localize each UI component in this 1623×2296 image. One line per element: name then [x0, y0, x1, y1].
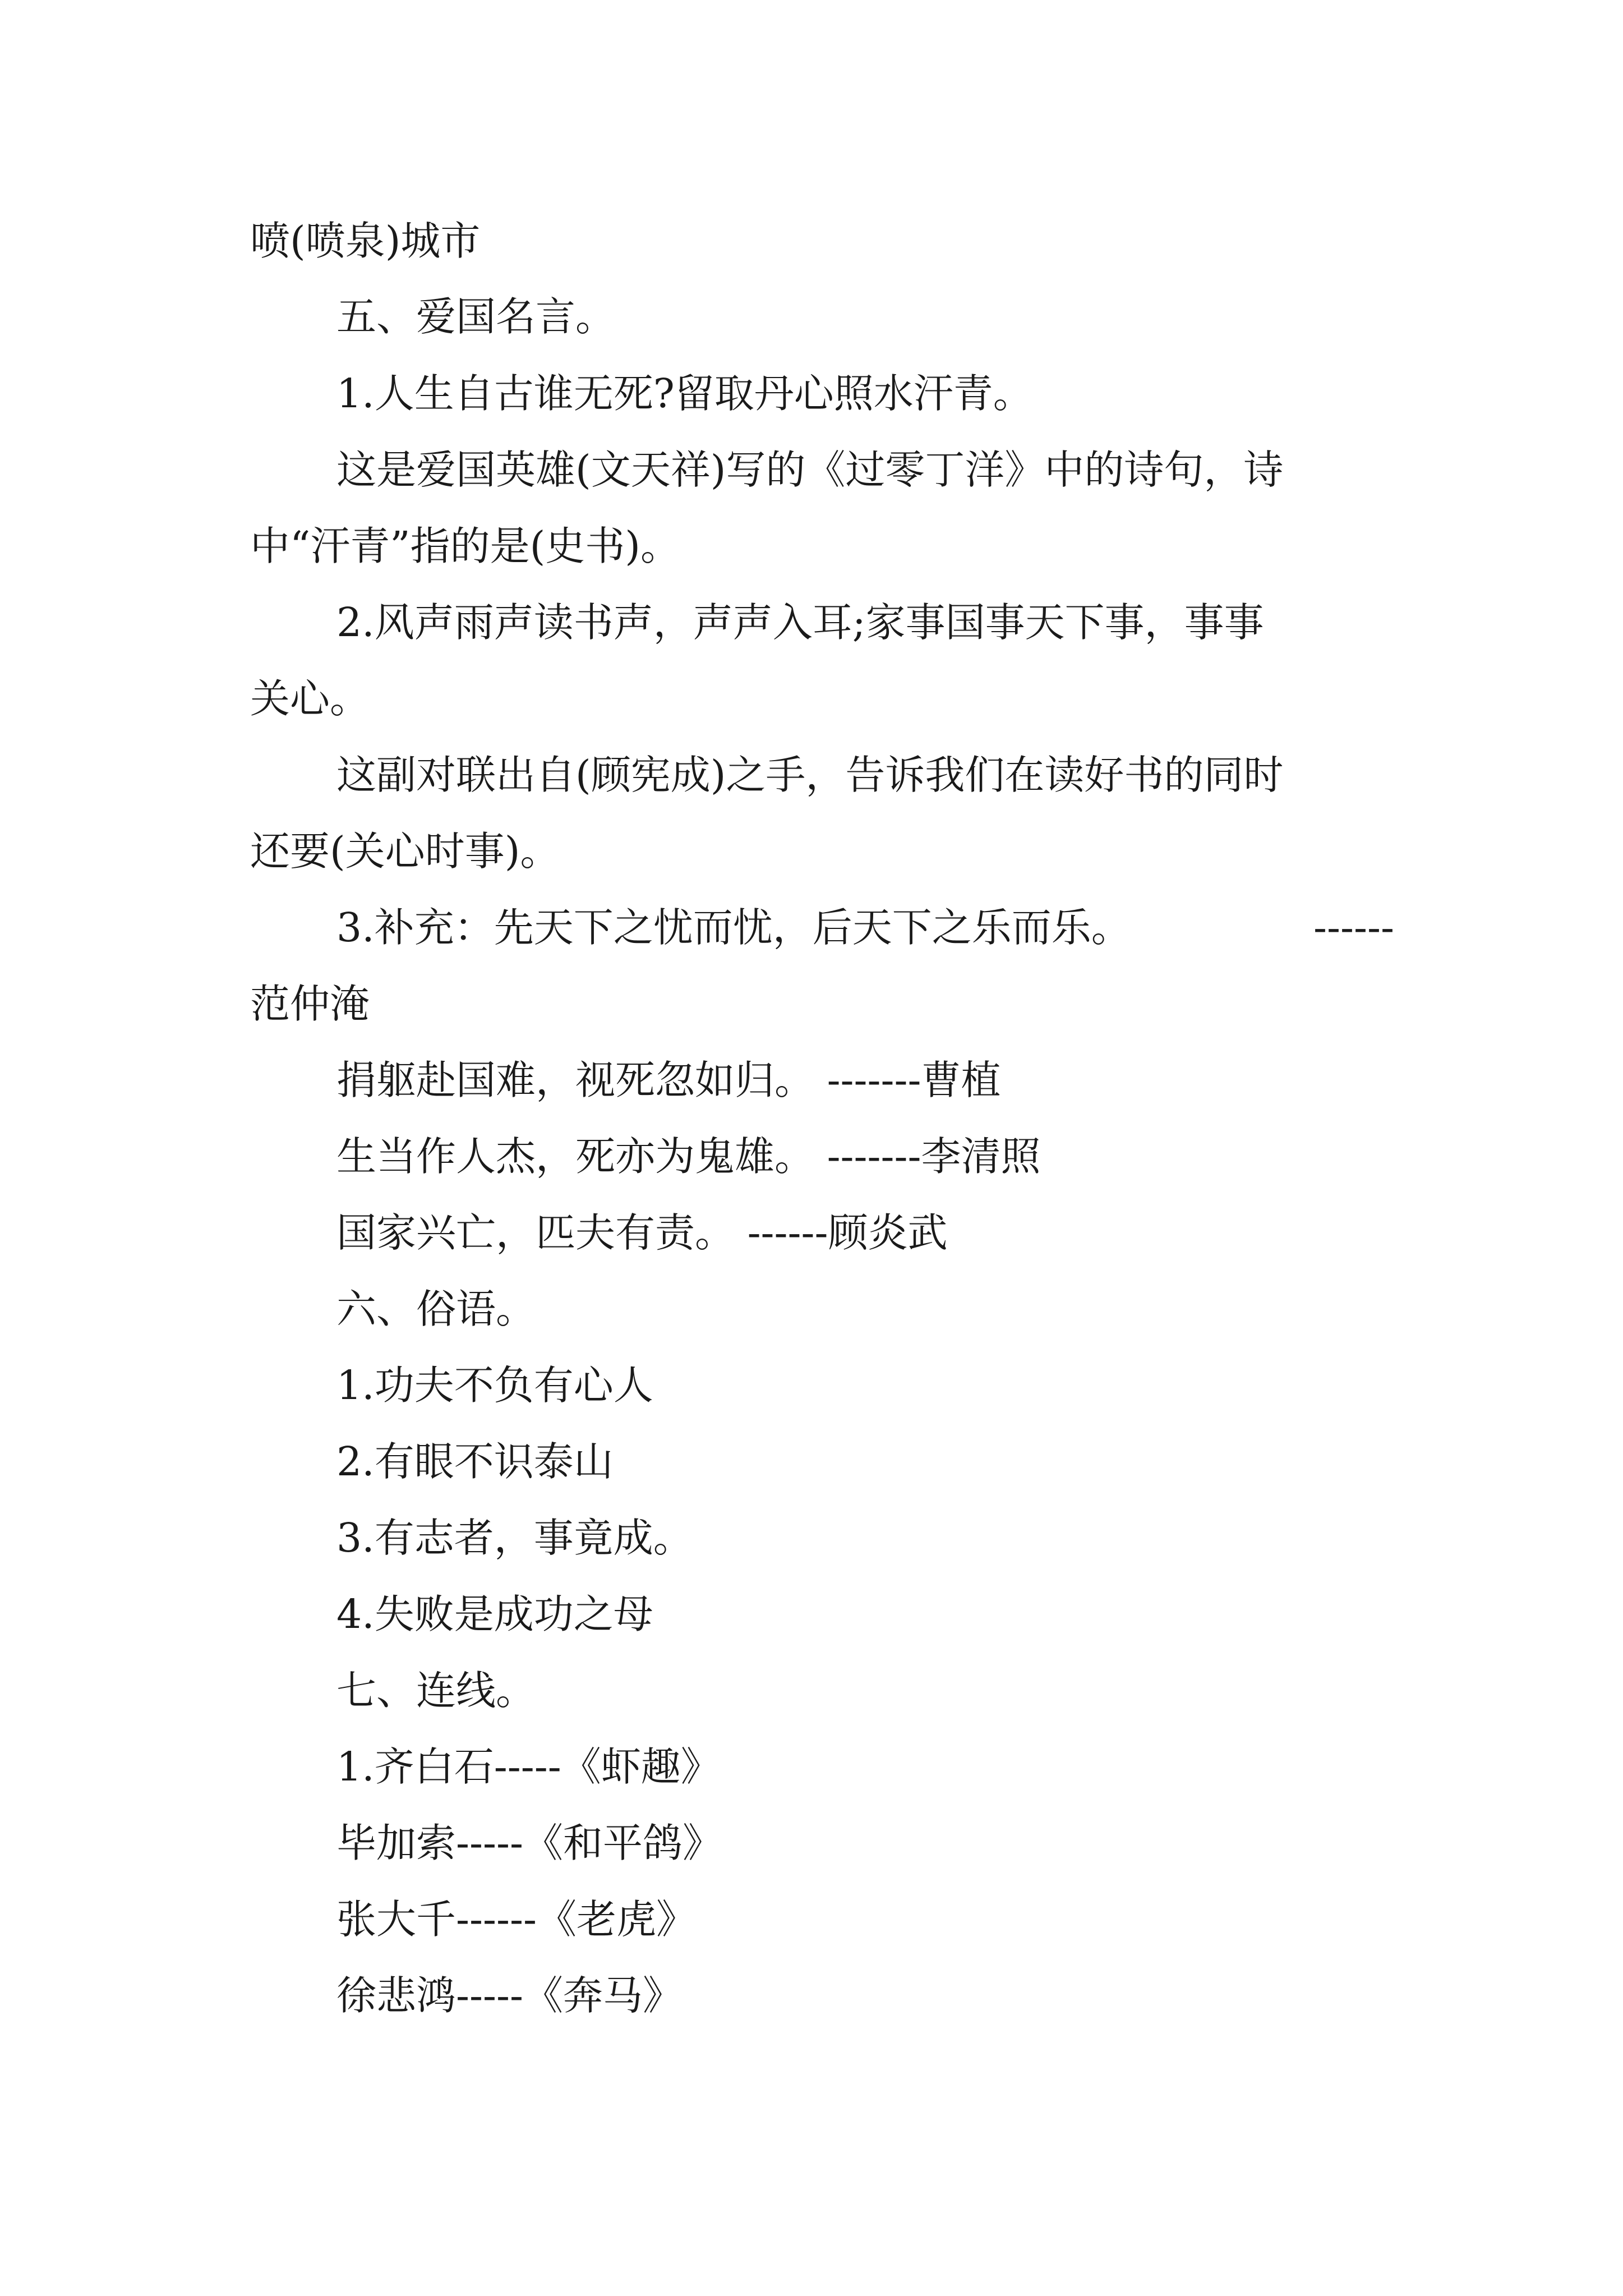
text-line: 生当作人杰，死亦为鬼雄。 -------李清照 [336, 1133, 1041, 1180]
text-line: 这副对联出自(顾宪成)之手，告诉我们在读好书的同时 [336, 752, 1284, 798]
quote-dashes: ------ [1313, 904, 1394, 951]
section-heading-proverbs: 六、俗语。 [336, 1286, 536, 1332]
list-item: 2.有眼不识泰山 [336, 1438, 614, 1485]
list-item: 张大千------《老虎》 [336, 1896, 696, 1943]
list-item: 3.有志者，事竟成。 [336, 1515, 693, 1561]
text-line: 还要(关心时事)。 [250, 828, 560, 875]
text-line: 范仲淹 [250, 981, 370, 1027]
section-heading-patriotic-quotes: 五、爱国名言。 [336, 293, 616, 340]
text-line: 关心。 [250, 675, 370, 722]
quote-text: 3.补充：先天下之忧而忧，后天下之乐而乐。 [336, 904, 1131, 951]
text-line: 喷(喷泉)城市 [250, 218, 481, 264]
text-line: 国家兴亡，匹夫有责。 ------顾炎武 [336, 1209, 948, 1256]
text-line: 1.人生自古谁无死?留取丹心照水汗青。 [336, 370, 1033, 417]
text-line: 捐躯赴国难，视死忽如归。 -------曹植 [336, 1057, 1001, 1103]
text-line: 2.风声雨声读书声，声声入耳;家事国事天下事，事事 [336, 599, 1264, 646]
text-line: 这是爱国英雄(文天祥)写的《过零丁洋》中的诗句，诗 [336, 447, 1284, 493]
section-heading-matching: 七、连线。 [336, 1667, 536, 1714]
list-item: 1.齐白石-----《虾趣》 [336, 1743, 721, 1790]
list-item: 毕加索-----《和平鸽》 [336, 1820, 722, 1866]
list-item: 1.功夫不负有心人 [336, 1362, 653, 1409]
text-line [336, 894, 1394, 961]
list-item: 徐悲鸿-----《奔马》 [336, 1972, 683, 2019]
list-item: 4.失败是成功之母 [336, 1591, 653, 1637]
text-line: 中“汗青”指的是(史书)。 [250, 523, 680, 569]
